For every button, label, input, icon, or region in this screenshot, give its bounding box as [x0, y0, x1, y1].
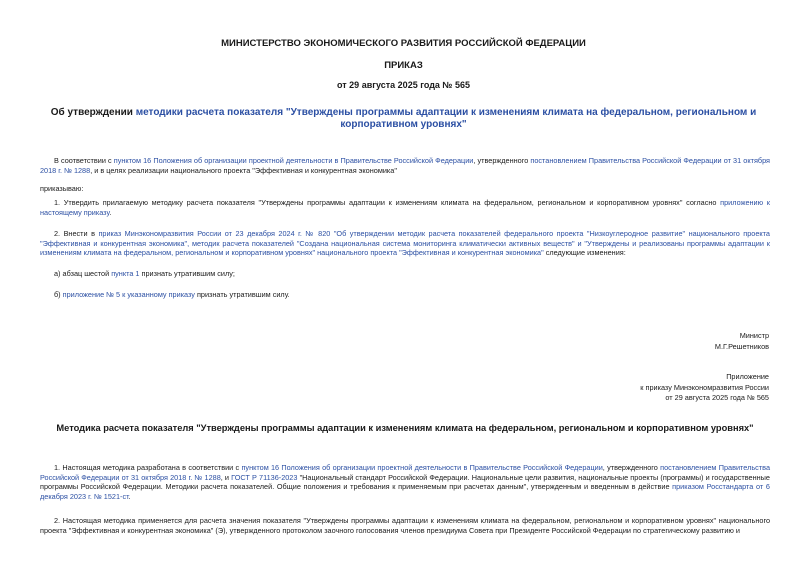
title-link[interactable]: методики расчета показателя "Утверждены программы адаптации к изменениям климата на федеральном, региональном и корпоративном уровнях" [135, 107, 757, 130]
appendix-line-2: к приказу Минэкономразвития России [640, 382, 769, 392]
m1-text-1: 1. Настоящая методика разработана в соответствии с [54, 463, 242, 472]
sub-b-text-2: признать утратившим силу. [194, 290, 290, 299]
item-1-text-1: 1. Утвердить прилагаемую методику расчета показателя "Утверждены программы адаптации к изменениям климата на федеральном, региональном и корпоративном уровнях" согласно [54, 198, 721, 207]
item-1-link-appendix[interactable]: приложению к настоящему приказу [40, 198, 770, 217]
appendix-line-3: от 29 августа 2025 года № 565 [665, 393, 769, 402]
order-date: от 29 августа 2025 года № 565 [337, 80, 470, 90]
signature-block [715, 331, 769, 352]
method-item-1 [40, 463, 770, 501]
m1-text-4: "Национальный стандарт Российской Федерации. Национальные цели развития, национальные проекты (программы) и государственные программы Российской Федерации. Методики расчета показателей. Общие положения и требования к применяемым при расчетах данным", утвержденным и введенным в действие [40, 472, 770, 492]
appendix-line-1: Приложение [726, 372, 769, 381]
sub-item-b [40, 290, 770, 300]
sub-b-link-appendix-5[interactable]: приложение № 5 к указанному приказу [62, 290, 195, 299]
m1-text-2: , утвержденного [602, 463, 661, 472]
intro-text-1: В соответствии с [54, 156, 114, 165]
intro-text-3: , и в целях реализации национального проекта "Эффективная и конкурентная экономика" [90, 165, 397, 175]
item-2-link-order-820[interactable]: приказ Минэкономразвития России от 23 декабря 2024 г. № 820 "Об утверждении методик расчета показателей федерального проекта "Низкоуглеродное развитие" национального проекта "Эффективная и конкурентная экономика", методик расчета показателей "Создана национальная система мониторинга климатически активных веществ" и "Утверждены и реализованы программы адаптации к изменениям климата на федеральном, региональном и корпоративном уровнях" национального проекта "Эффективная и конкурентная экономика" [40, 229, 770, 258]
sub-item-a [40, 269, 770, 279]
m1-link-gost[interactable]: ГОСТ Р 71136-2023 [231, 472, 298, 482]
signature-name: М.Г.Решетников [714, 341, 769, 351]
appendix-block [640, 372, 769, 404]
order-word: приказываю: [40, 184, 84, 193]
intro-text-2: , утвержденного [473, 156, 531, 165]
m1-text-3: , и [220, 472, 232, 482]
item-1 [40, 198, 770, 217]
intro-link-decree[interactable]: постановлением Правительства Российской Федерации от 31 октября 2018 г. № 1288 [40, 156, 771, 175]
signature-position: Министр [739, 331, 769, 340]
sub-a-link-point-1[interactable]: пункта 1 [111, 269, 140, 278]
method-title: Методика расчета показателя "Утверждены программы адаптации к изменениям климата на федеральном, региональном и корпоративном уровнях" [56, 423, 754, 433]
intro-link-regulation[interactable]: пунктом 16 Положения об организации проектной деятельности в Правительстве Российской Федерации [113, 156, 474, 165]
title-prefix: Об утверждении [50, 107, 136, 118]
sub-a-text-2: признать утратившим силу; [139, 269, 235, 278]
item-1-text-2: . [109, 207, 112, 217]
ministry-heading: МИНИСТЕРСТВО ЭКОНОМИЧЕСКОГО РАЗВИТИЯ РОССИЙСКОЙ ФЕДЕРАЦИИ [221, 38, 586, 49]
m1-link-decree[interactable]: постановлением Правительства Российской Федерации от 31 октября 2018 г. № 1288 [40, 463, 770, 482]
item-2-text-2: следующие изменения: [543, 248, 626, 258]
document-title [40, 107, 767, 131]
item-2-text-1: 2. Внести в [54, 229, 99, 238]
sub-a-text-1: а) абзац шестой [54, 269, 112, 278]
item-2 [40, 229, 770, 258]
m1-link-regulation[interactable]: пунктом 16 Положения об организации проектной деятельности в Правительстве Российской Федерации [241, 463, 603, 472]
sub-b-text-1: б) [54, 290, 63, 299]
method-item-2: 2. Настоящая методика применяется для расчета значения показателя "Утверждены программы адаптации к изменениям климата на федеральном, региональном и корпоративном уровнях" национального проекта "Эффективная и конкурентная экономика" (Э), утвержденного протоколом заочного голосования членов президиума Совета при Президенте Российской Федерации по стратегическому развитию и [40, 516, 770, 535]
intro-paragraph [40, 156, 770, 175]
m1-text-5: . [128, 491, 131, 501]
m1-link-rosstandart[interactable]: приказом Росстандарта от 6 декабря 2023 г. № 1521-ст [40, 482, 770, 501]
order-heading: ПРИКАЗ [384, 60, 423, 71]
